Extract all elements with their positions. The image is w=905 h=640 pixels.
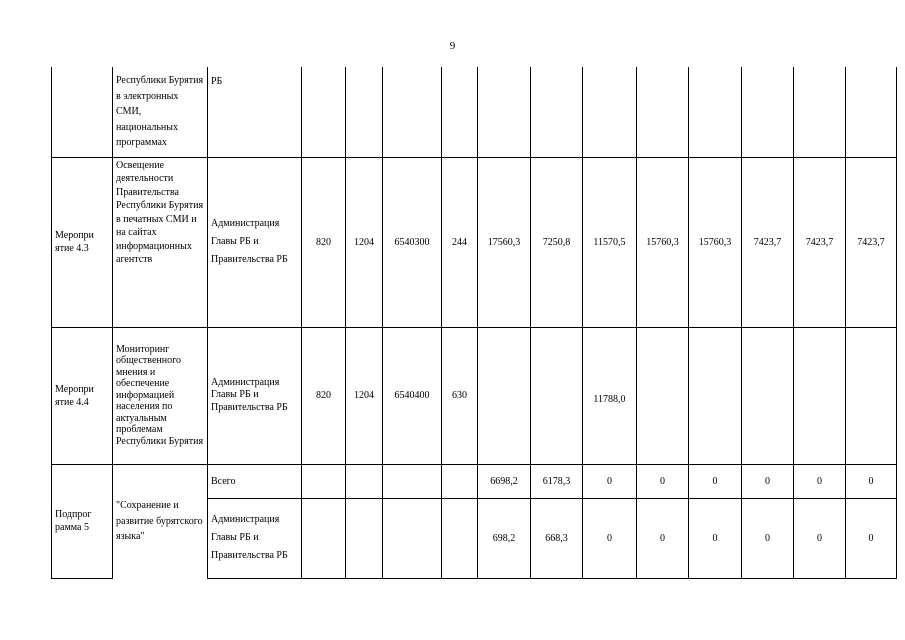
row-value: 668,3 xyxy=(531,498,583,578)
row-value: 7423,7 xyxy=(794,157,846,327)
row-value: 0 xyxy=(583,464,637,498)
row-csr: 6540400 xyxy=(383,327,442,464)
row-value: 0 xyxy=(583,498,637,578)
row-value: 0 xyxy=(637,498,689,578)
row-value: 6178,3 xyxy=(531,464,583,498)
row-value xyxy=(531,67,583,157)
row-vr xyxy=(442,498,478,578)
row-value xyxy=(689,67,742,157)
row-value: 0 xyxy=(794,498,846,578)
row-value: 7423,7 xyxy=(742,157,794,327)
row-executor: Администрация Главы РБ и Правительства РБ xyxy=(208,327,302,464)
page-number: 9 xyxy=(449,40,456,52)
row-grbs xyxy=(302,67,346,157)
row-csr xyxy=(383,498,442,578)
row-code: Меропри ятие 4.4 xyxy=(52,327,113,464)
table-row xyxy=(52,327,897,464)
row-csr xyxy=(383,67,442,157)
row-value: 6698,2 xyxy=(478,464,531,498)
row-value: 0 xyxy=(846,464,897,498)
row-value: 15760,3 xyxy=(637,157,689,327)
row-value: 0 xyxy=(689,498,742,578)
row-executor: РБ xyxy=(208,67,302,157)
row-value: 0 xyxy=(689,464,742,498)
row-executor: Всего xyxy=(208,464,302,498)
row-value: 0 xyxy=(846,498,897,578)
row-grbs xyxy=(302,498,346,578)
row-name: Республики Бурятия в электронных СМИ, национальных программах xyxy=(113,67,208,157)
row-value xyxy=(742,327,794,464)
row-value xyxy=(846,67,897,157)
row-executor: Администрация Главы РБ и Правительства РБ xyxy=(208,157,302,327)
row-value: 11788,0 xyxy=(583,327,637,464)
budget-table xyxy=(51,67,897,579)
row-grbs: 820 xyxy=(302,327,346,464)
row-value xyxy=(478,327,531,464)
table-row xyxy=(52,464,897,498)
row-executor: Администрация Главы РБ и Правительства РБ xyxy=(208,498,302,578)
row-value xyxy=(531,327,583,464)
row-value xyxy=(637,327,689,464)
row-value: 0 xyxy=(637,464,689,498)
row-rz xyxy=(346,464,383,498)
row-value xyxy=(478,67,531,157)
row-vr: 630 xyxy=(442,327,478,464)
row-value xyxy=(794,327,846,464)
row-code: Меропри ятие 4.3 xyxy=(52,157,113,327)
row-grbs xyxy=(302,464,346,498)
row-value: 15760,3 xyxy=(689,157,742,327)
row-value xyxy=(637,67,689,157)
row-name: "Сохранение и развитие бурятского языка" xyxy=(113,464,208,578)
row-rz xyxy=(346,498,383,578)
row-value: 698,2 xyxy=(478,498,531,578)
row-grbs: 820 xyxy=(302,157,346,327)
row-code xyxy=(52,67,113,157)
row-value: 0 xyxy=(742,464,794,498)
table-row xyxy=(52,157,897,327)
row-code: Подпрог рамма 5 xyxy=(52,464,113,578)
row-value: 0 xyxy=(794,464,846,498)
row-value xyxy=(846,327,897,464)
row-rz xyxy=(346,67,383,157)
row-value xyxy=(583,67,637,157)
row-value: 7423,7 xyxy=(846,157,897,327)
row-name: Мониторинг общественного мнения и обеспечение информацией населения по актуальным проблемам Республики Бурятия xyxy=(113,327,208,464)
row-vr xyxy=(442,67,478,157)
row-value xyxy=(794,67,846,157)
row-value: 0 xyxy=(742,498,794,578)
row-value xyxy=(742,67,794,157)
table-row xyxy=(52,67,897,157)
row-value: 17560,3 xyxy=(478,157,531,327)
row-rz: 1204 xyxy=(346,327,383,464)
row-name: Освещение деятельности Правительства Республики Бурятия в печатных СМИ и на сайтах информационных агентств xyxy=(113,157,208,327)
row-rz: 1204 xyxy=(346,157,383,327)
row-vr xyxy=(442,464,478,498)
row-csr xyxy=(383,464,442,498)
row-csr: 6540300 xyxy=(383,157,442,327)
row-value: 11570,5 xyxy=(583,157,637,327)
row-vr: 244 xyxy=(442,157,478,327)
row-value xyxy=(689,327,742,464)
row-value: 7250,8 xyxy=(531,157,583,327)
